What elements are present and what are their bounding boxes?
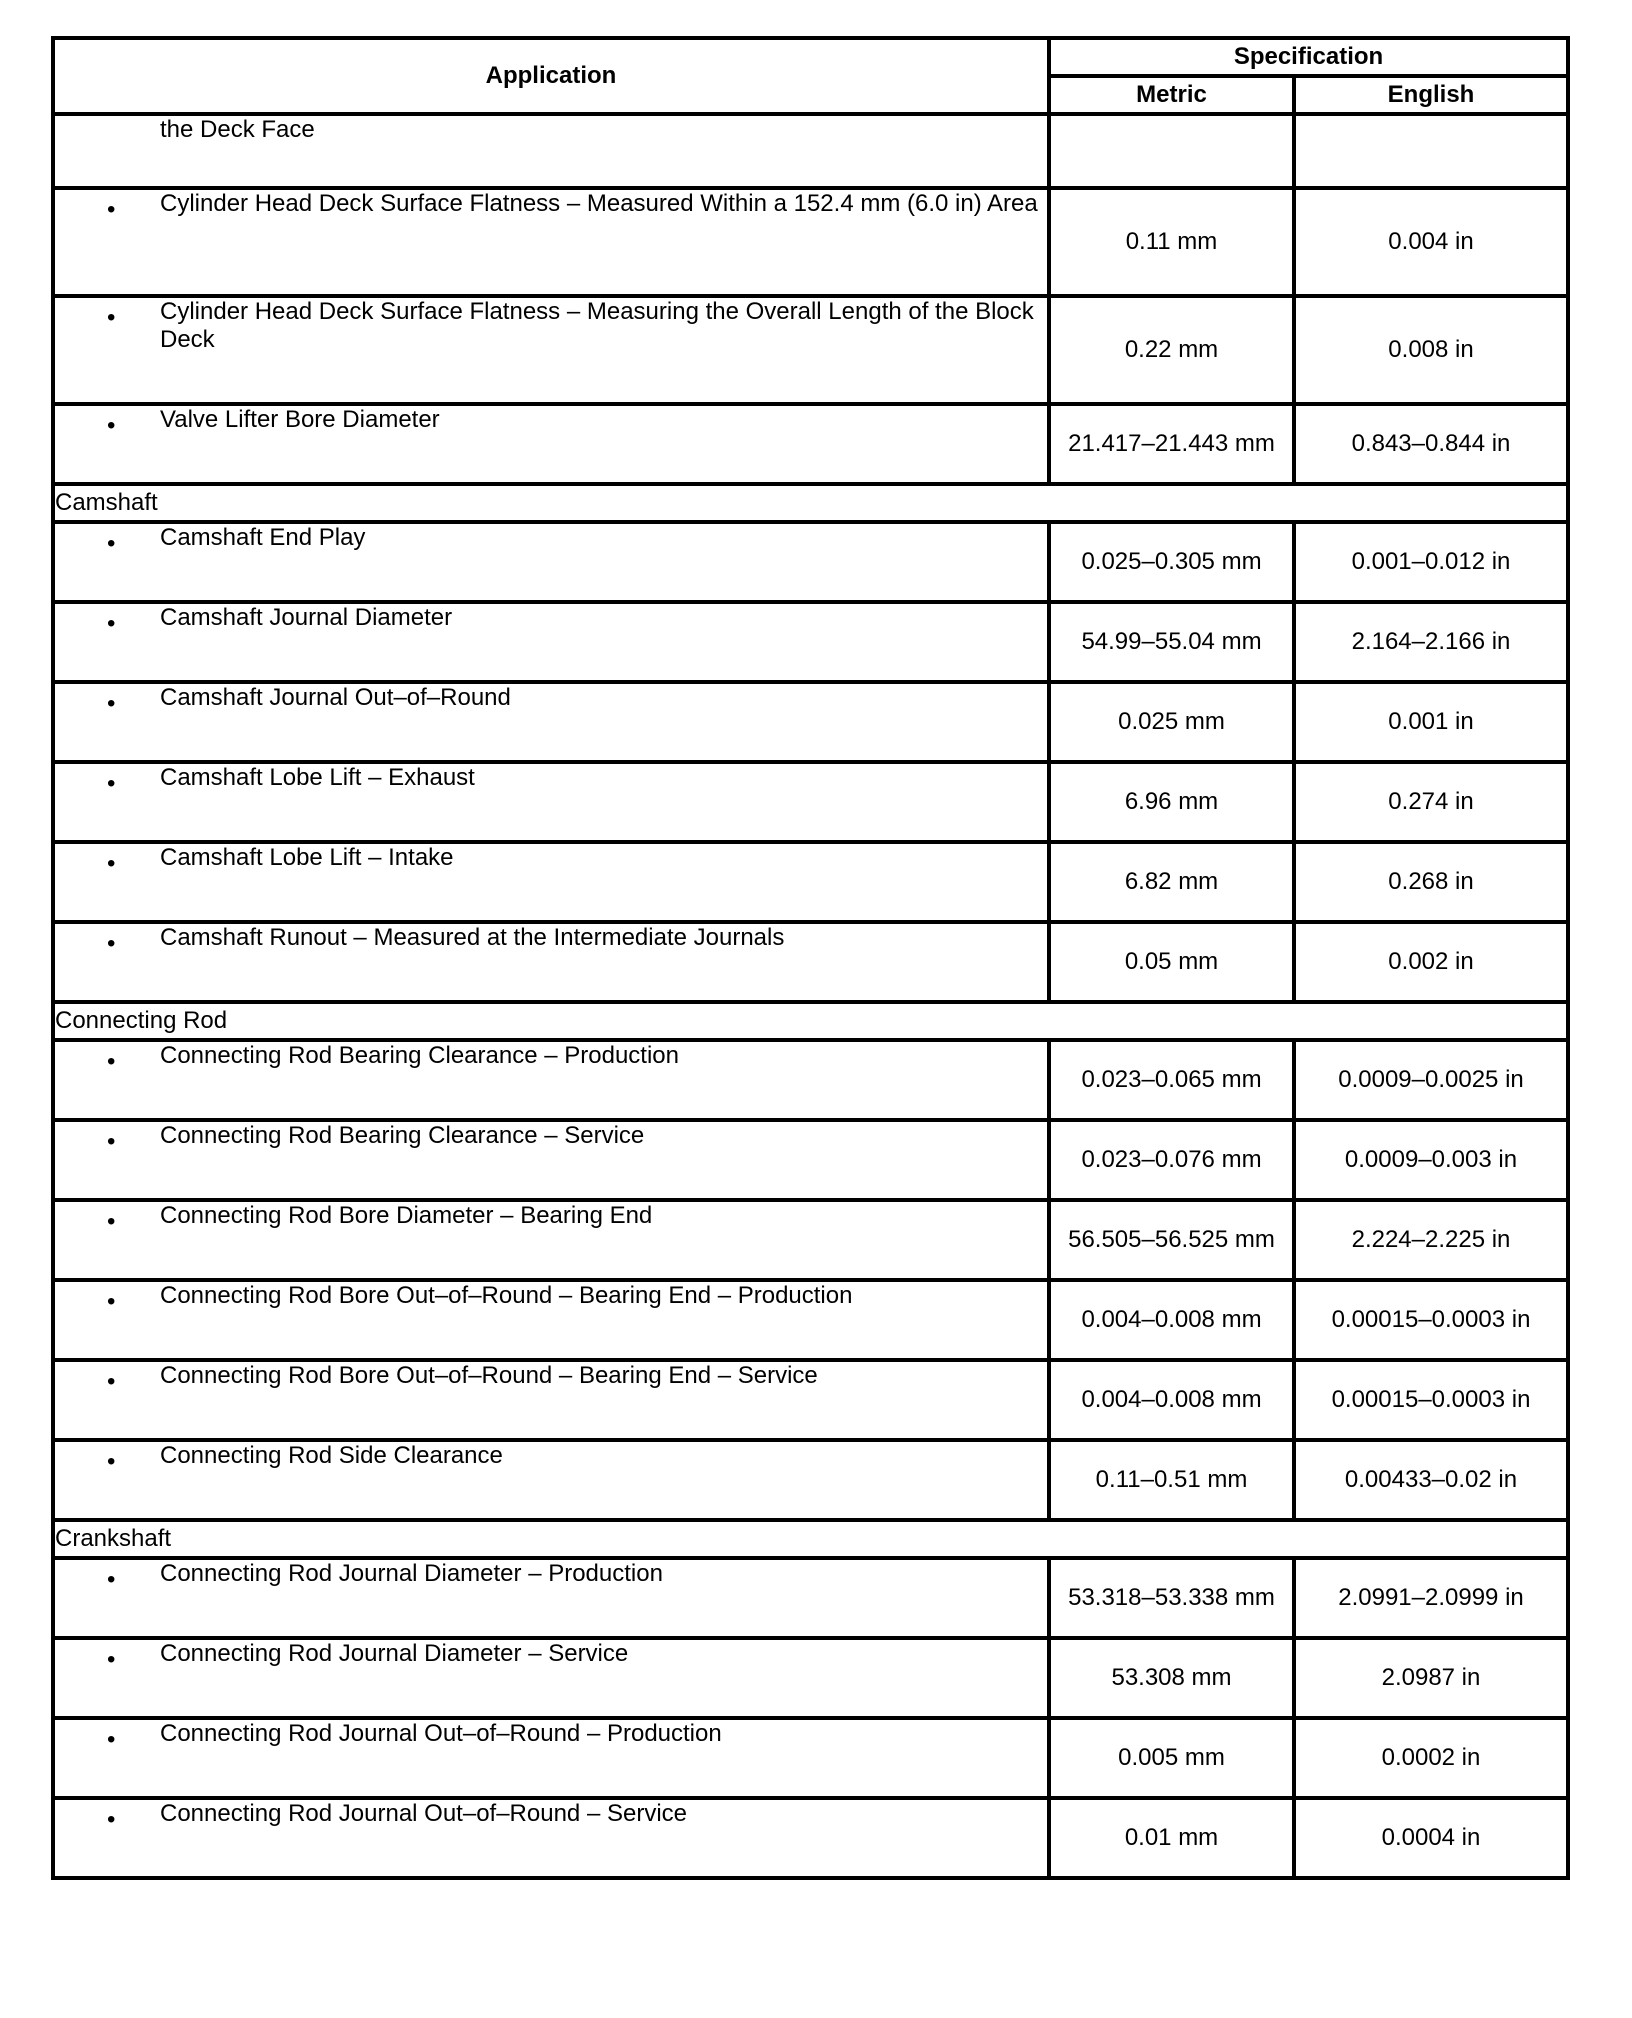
application-header: Application (53, 38, 1049, 114)
application-cell (53, 1638, 1049, 1718)
application-text: Connecting Rod Bore Diameter – Bearing End (160, 1202, 653, 1229)
bullet-icon: • (107, 1048, 116, 1075)
metric-value: 6.96 mm (1049, 762, 1294, 842)
english-value: 0.843–0.844 in (1294, 404, 1568, 484)
english-value: 0.004 in (1294, 188, 1568, 296)
metric-value: 53.318–53.338 mm (1049, 1558, 1294, 1638)
section-row (53, 484, 1568, 522)
application-text: the Deck Face (160, 116, 315, 143)
bullet-icon: • (107, 690, 116, 717)
english-value: 0.00433–0.02 in (1294, 1440, 1568, 1520)
specification-header: Specification (1049, 38, 1568, 76)
metric-value: 53.308 mm (1049, 1638, 1294, 1718)
english-value: 2.0987 in (1294, 1638, 1568, 1718)
application-text: Connecting Rod Bore Out–of–Round – Bearing End – Production (160, 1282, 853, 1309)
english-value: 2.0991–2.0999 in (1294, 1558, 1568, 1638)
bullet-icon: • (107, 196, 116, 223)
application-cell (53, 1558, 1049, 1638)
section-row (53, 1002, 1568, 1040)
application-cell (53, 188, 1049, 296)
english-header: English (1294, 76, 1568, 114)
bullet-icon: • (107, 304, 116, 331)
table-row (53, 1280, 1568, 1360)
application-cell (53, 602, 1049, 682)
table-row (53, 188, 1568, 296)
bullet-icon: • (107, 1368, 116, 1395)
application-cell (53, 1718, 1049, 1798)
bullet-icon: • (107, 412, 116, 439)
metric-value: 6.82 mm (1049, 842, 1294, 922)
bullet-icon: • (107, 1726, 116, 1753)
metric-value: 0.023–0.076 mm (1049, 1120, 1294, 1200)
table-row (53, 1558, 1568, 1638)
metric-value: 0.004–0.008 mm (1049, 1360, 1294, 1440)
english-value: 0.001 in (1294, 682, 1568, 762)
bullet-icon: • (107, 1566, 116, 1593)
metric-value: 21.417–21.443 mm (1049, 404, 1294, 484)
table-row (53, 1638, 1568, 1718)
application-text: Connecting Rod Journal Out–of–Round – Service (160, 1800, 687, 1827)
application-text: Camshaft Journal Out–of–Round (160, 684, 511, 711)
english-value: 0.0009–0.0025 in (1294, 1040, 1568, 1120)
bullet-icon: • (107, 1288, 116, 1315)
english-value: 2.224–2.225 in (1294, 1200, 1568, 1280)
table-row (53, 1040, 1568, 1120)
application-cell (53, 1040, 1049, 1120)
application-cell (53, 404, 1049, 484)
english-value: 0.274 in (1294, 762, 1568, 842)
english-value: 0.0009–0.003 in (1294, 1120, 1568, 1200)
bullet-icon: • (107, 770, 116, 797)
application-text: Valve Lifter Bore Diameter (160, 406, 440, 433)
metric-value: 0.01 mm (1049, 1798, 1294, 1878)
section-title: Crankshaft (53, 1520, 1568, 1558)
bullet-icon: • (107, 1646, 116, 1673)
table-row (53, 114, 1568, 188)
bullet-icon: • (107, 610, 116, 637)
english-value: 0.00015–0.0003 in (1294, 1280, 1568, 1360)
application-text: Camshaft Runout – Measured at the Intermediate Journals (160, 924, 785, 951)
section-title: Connecting Rod (53, 1002, 1568, 1040)
section-row (53, 1520, 1568, 1558)
table-row (53, 842, 1568, 922)
metric-value: 0.005 mm (1049, 1718, 1294, 1798)
application-cell (53, 922, 1049, 1002)
table-row (53, 1360, 1568, 1440)
application-cell (53, 1120, 1049, 1200)
table-row (53, 1440, 1568, 1520)
table-row (53, 922, 1568, 1002)
english-value: 2.164–2.166 in (1294, 602, 1568, 682)
application-text: Connecting Rod Bore Out–of–Round – Bearing End – Service (160, 1362, 818, 1389)
english-value: 0.00015–0.0003 in (1294, 1360, 1568, 1440)
application-text: Camshaft Lobe Lift – Intake (160, 844, 454, 871)
metric-header: Metric (1049, 76, 1294, 114)
metric-value: 54.99–55.04 mm (1049, 602, 1294, 682)
bullet-icon: • (107, 1806, 116, 1833)
metric-value: 56.505–56.525 mm (1049, 1200, 1294, 1280)
application-text: Camshaft Lobe Lift – Exhaust (160, 764, 475, 791)
application-text: Connecting Rod Journal Out–of–Round – Production (160, 1720, 722, 1747)
table-row (53, 682, 1568, 762)
table-row (53, 404, 1568, 484)
table-row (53, 1798, 1568, 1878)
table-row (53, 1200, 1568, 1280)
application-text: Camshaft End Play (160, 524, 366, 551)
application-cell (53, 296, 1049, 404)
table-row (53, 1120, 1568, 1200)
application-cell (53, 1798, 1049, 1878)
english-value: 0.0004 in (1294, 1798, 1568, 1878)
application-cell (53, 682, 1049, 762)
table-row (53, 296, 1568, 404)
bullet-icon: • (107, 1208, 116, 1235)
application-text: Connecting Rod Bearing Clearance – Production (160, 1042, 679, 1069)
application-text: Connecting Rod Journal Diameter – Service (160, 1640, 629, 1667)
application-cell (53, 762, 1049, 842)
application-cell (53, 1440, 1049, 1520)
english-value: 0.002 in (1294, 922, 1568, 1002)
metric-value: 0.05 mm (1049, 922, 1294, 1002)
bullet-icon: • (107, 1128, 116, 1155)
bullet-icon: • (107, 930, 116, 957)
application-cell (53, 1280, 1049, 1360)
table-row (53, 1718, 1568, 1798)
specification-table (51, 36, 1570, 1880)
english-value (1294, 114, 1568, 188)
section-title: Camshaft (53, 484, 1568, 522)
application-cell (53, 522, 1049, 602)
bullet-icon: • (107, 850, 116, 877)
english-value: 0.001–0.012 in (1294, 522, 1568, 602)
english-value: 0.268 in (1294, 842, 1568, 922)
application-text: Cylinder Head Deck Surface Flatness – Measured Within a 152.4 mm (6.0 in) Area (160, 190, 1038, 217)
table-row (53, 602, 1568, 682)
metric-value: 0.11 mm (1049, 188, 1294, 296)
application-cell (53, 1360, 1049, 1440)
specification-rows (53, 114, 1568, 1878)
metric-value (1049, 114, 1294, 188)
metric-value: 0.004–0.008 mm (1049, 1280, 1294, 1360)
application-text: Connecting Rod Bearing Clearance – Service (160, 1122, 645, 1149)
application-text: Connecting Rod Side Clearance (160, 1442, 503, 1469)
metric-value: 0.025–0.305 mm (1049, 522, 1294, 602)
english-value: 0.008 in (1294, 296, 1568, 404)
metric-value: 0.11–0.51 mm (1049, 1440, 1294, 1520)
metric-value: 0.023–0.065 mm (1049, 1040, 1294, 1120)
metric-value: 0.22 mm (1049, 296, 1294, 404)
metric-value: 0.025 mm (1049, 682, 1294, 762)
english-value: 0.0002 in (1294, 1718, 1568, 1798)
application-cell (53, 842, 1049, 922)
application-text: Connecting Rod Journal Diameter – Production (160, 1560, 663, 1587)
bullet-icon: • (107, 1448, 116, 1475)
bullet-icon: • (107, 530, 116, 557)
application-cell (53, 114, 1049, 188)
table-row (53, 762, 1568, 842)
application-text: Cylinder Head Deck Surface Flatness – Measuring the Overall Length of the Block Deck (160, 298, 1034, 353)
application-text: Camshaft Journal Diameter (160, 604, 453, 631)
table-row (53, 522, 1568, 602)
application-cell (53, 1200, 1049, 1280)
